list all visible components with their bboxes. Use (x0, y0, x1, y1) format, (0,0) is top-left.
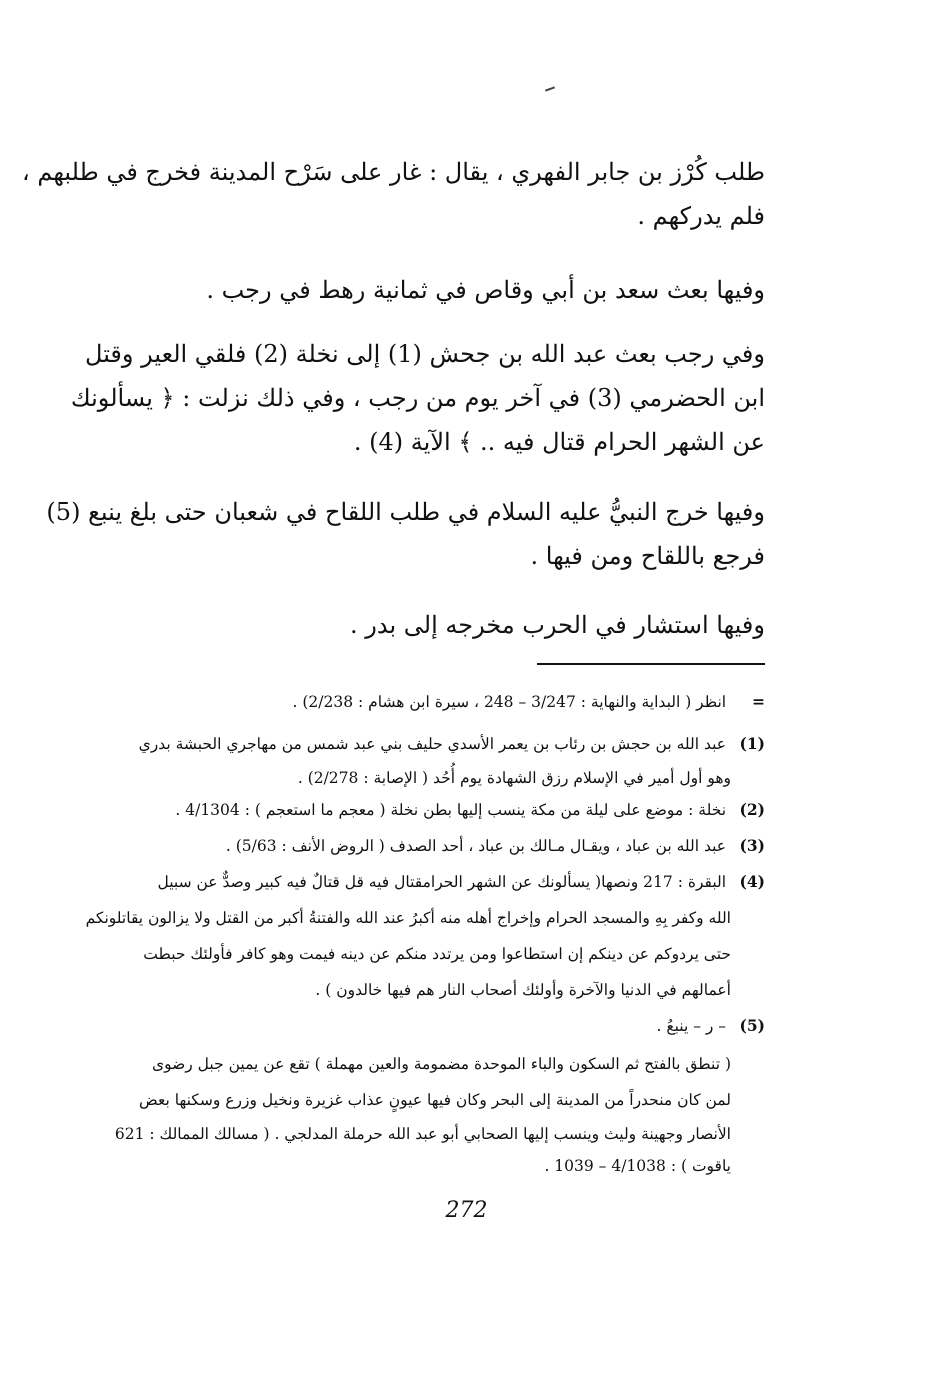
footnote-text: الله وكفر بِهِ والمسجد الحرام وإخراج أهله منه أكبرُ عند الله والفتنةُ أكبر من القتل ولا يزالون يقاتلونكم (85, 909, 731, 927)
footnote-mark: = (752, 692, 765, 711)
body-line: طلب كُرْز بن جابر الفهري ، يقال : غار على سَرْح المدينة فخرج في طلبهم ، (22, 158, 765, 186)
footnote-text: البقرة : 217 ونصها( يسألونك عن الشهر الحرامقتال فيه قل قتالٌ فيه كبير وصدٌّ عن سبيل (157, 873, 727, 891)
body-line: فلم يدركهم . (637, 202, 765, 230)
footnote-mark: (1) (739, 734, 765, 753)
footnote-5 (100, 1012, 765, 1040)
footnote-text: حتى يردوكم عن دينكم إن استطاعوا ومن يرتدد منكم عن دينه فيمت وهو كافر فأولئك حبطت (143, 945, 731, 963)
body-line: ابن الحضرمي (3) في آخر يوم من رجب ، وفي ذلك نزلت : ﴿ يسألونك (70, 384, 765, 412)
body-line: وفيها استشار في الحرب مخرجه إلى بدر . (350, 611, 765, 639)
body-line: وفي رجب بعث عبد الله بن جحش (1) إلى نخلة (2) فلقي العير وقتل (85, 340, 765, 368)
footnote-mark: (3) (739, 836, 765, 855)
body-line: وفيها خرج النبيُّ عليه السلام في طلب اللقاح في شعبان حتى بلغ ينبع (5) (46, 498, 765, 526)
footnote-text: ( تنطق بالفتح ثم السكون والباء الموحدة مضمومة والعين مهملة ) تقع عن يمين جبل رضوى (151, 1055, 731, 1073)
ink-mark (545, 86, 555, 91)
footnote-text: – ر – ينبعُ . (656, 1017, 727, 1035)
footnote-2 (100, 796, 765, 824)
footnote-divider (537, 663, 765, 665)
footnote-4 (100, 868, 765, 896)
footnote-mark: (4) (739, 872, 765, 891)
footnote-continuation (100, 688, 765, 716)
footnote-text: وهو أول أمير في الإسلام رزق الشهادة يوم أُحُد ( الإصابة : 2/278) . (297, 769, 731, 787)
footnote-text: لمن كان منحدراً من المدينة إلى البحر وكان فيها عيونٍ عذاب غزيرة ونخيل وزرع وسكنها بعض (139, 1091, 731, 1109)
footnote-text: انظر ( البداية والنهاية : 3/247 – 248 ، سيرة ابن هشام : 2/238) . (292, 693, 727, 711)
page-number: 272 (445, 1198, 488, 1223)
footnote-text: عبد الله بن عباد ، ويقـال مـالك بن عباد ، أحد الصدف ( الروض الأنف : 5/63) . (225, 837, 727, 855)
footnote-text: أعمالهم في الدنيا والآخرة وأولئك أصحاب النار هم فيها خالدون ) . (315, 981, 731, 999)
footnote-1 (100, 730, 765, 758)
footnote-text: الأنصار وجهينة وليث وينسب إليها الصحابي أبو عبد الله حرملة المدلجي . ( مسالك الممالك : 621 (114, 1125, 731, 1143)
body-line: فرجع باللقاح ومن فيها . (530, 542, 765, 570)
footnote-text: نخلة : موضع على ليلة من مكة ينسب إليها بطن نخلة ( معجم ما استعجم ) : 4/1304 . (175, 801, 727, 819)
footnote-text: عبد الله بن حجش بن رئاب بن يعمر الأسدي حليف بني عبد شمس من مهاجري الحبشة بدري (138, 735, 727, 753)
footnote-text: ياقوت ) : 4/1038 – 1039 . (544, 1157, 731, 1175)
footnote-mark: (5) (739, 1016, 765, 1035)
footnote-mark: (2) (739, 800, 765, 819)
body-line: وفيها بعث سعد بن أبي وقاص في ثمانية رهط في رجب . (206, 276, 765, 304)
body-line: عن الشهر الحرام قتال فيه .. ﴾ الآية (4) . (353, 428, 765, 456)
footnote-3 (100, 832, 765, 860)
